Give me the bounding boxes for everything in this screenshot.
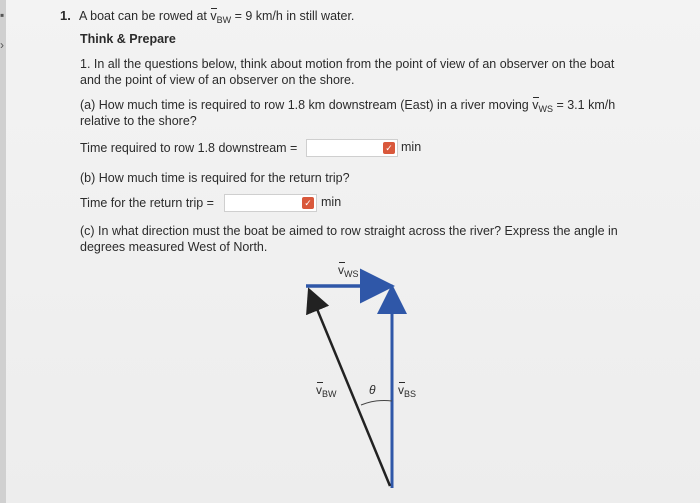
part-a-suffix: = 3.1 km/h: [552, 98, 616, 112]
vector-subscript: BW: [216, 15, 232, 25]
vector-symbol: v: [316, 383, 322, 397]
intro-line-2: and the point of view of an observer on the shore.: [80, 73, 355, 87]
part-a-question-line-2: relative to the shore?: [80, 114, 197, 128]
label-theta: θ: [369, 383, 376, 397]
warning-check-icon[interactable]: ✓: [302, 197, 314, 209]
part-a-prefix: (a) How much time is required to row 1.8 km downstream (East) in a river moving: [80, 98, 533, 112]
warning-check-icon[interactable]: ✓: [383, 142, 395, 154]
section-title: Think & Prepare: [80, 32, 176, 46]
label-v-ws: [338, 262, 359, 279]
vector-symbol: v: [338, 263, 344, 277]
vector-symbol: v: [210, 9, 217, 23]
part-b-unit: min: [321, 195, 342, 209]
vector-symbol: v: [532, 98, 539, 112]
part-a-answer-label: Time required to row 1.8 downstream =: [80, 141, 298, 155]
problem-number: 1.: [60, 8, 71, 23]
edge-marker-chevron-icon: ›: [0, 38, 4, 52]
part-a-unit: min: [401, 140, 422, 154]
edge-marker-top: ▪: [0, 8, 5, 22]
label-v-bs: [398, 382, 416, 399]
label-v-bw: [316, 382, 337, 399]
problem-statement-prefix: A boat can be rowed at: [79, 9, 211, 23]
label-ws-subscript: WS: [344, 269, 359, 279]
label-bs-subscript: BS: [404, 389, 417, 399]
part-b-answer-label: Time for the return trip =: [80, 196, 214, 210]
part-c-question-line-2: degrees measured West of North.: [80, 240, 268, 254]
intro-line-1: 1. In all the questions below, think about motion from the point of view of an observer on the boat: [80, 57, 615, 71]
problem-statement-suffix: = 9 km/h in still water.: [231, 9, 355, 23]
vector-symbol: v: [398, 383, 404, 397]
vector-subscript: WS: [538, 104, 553, 114]
theta-arc: [361, 401, 392, 406]
part-c-question-line-1: (c) In what direction must the boat be aimed to row straight across the river? Express the angle in: [80, 224, 618, 238]
label-bw-subscript: BW: [322, 389, 337, 399]
part-b-question: (b) How much time is required for the return trip?: [80, 171, 350, 185]
